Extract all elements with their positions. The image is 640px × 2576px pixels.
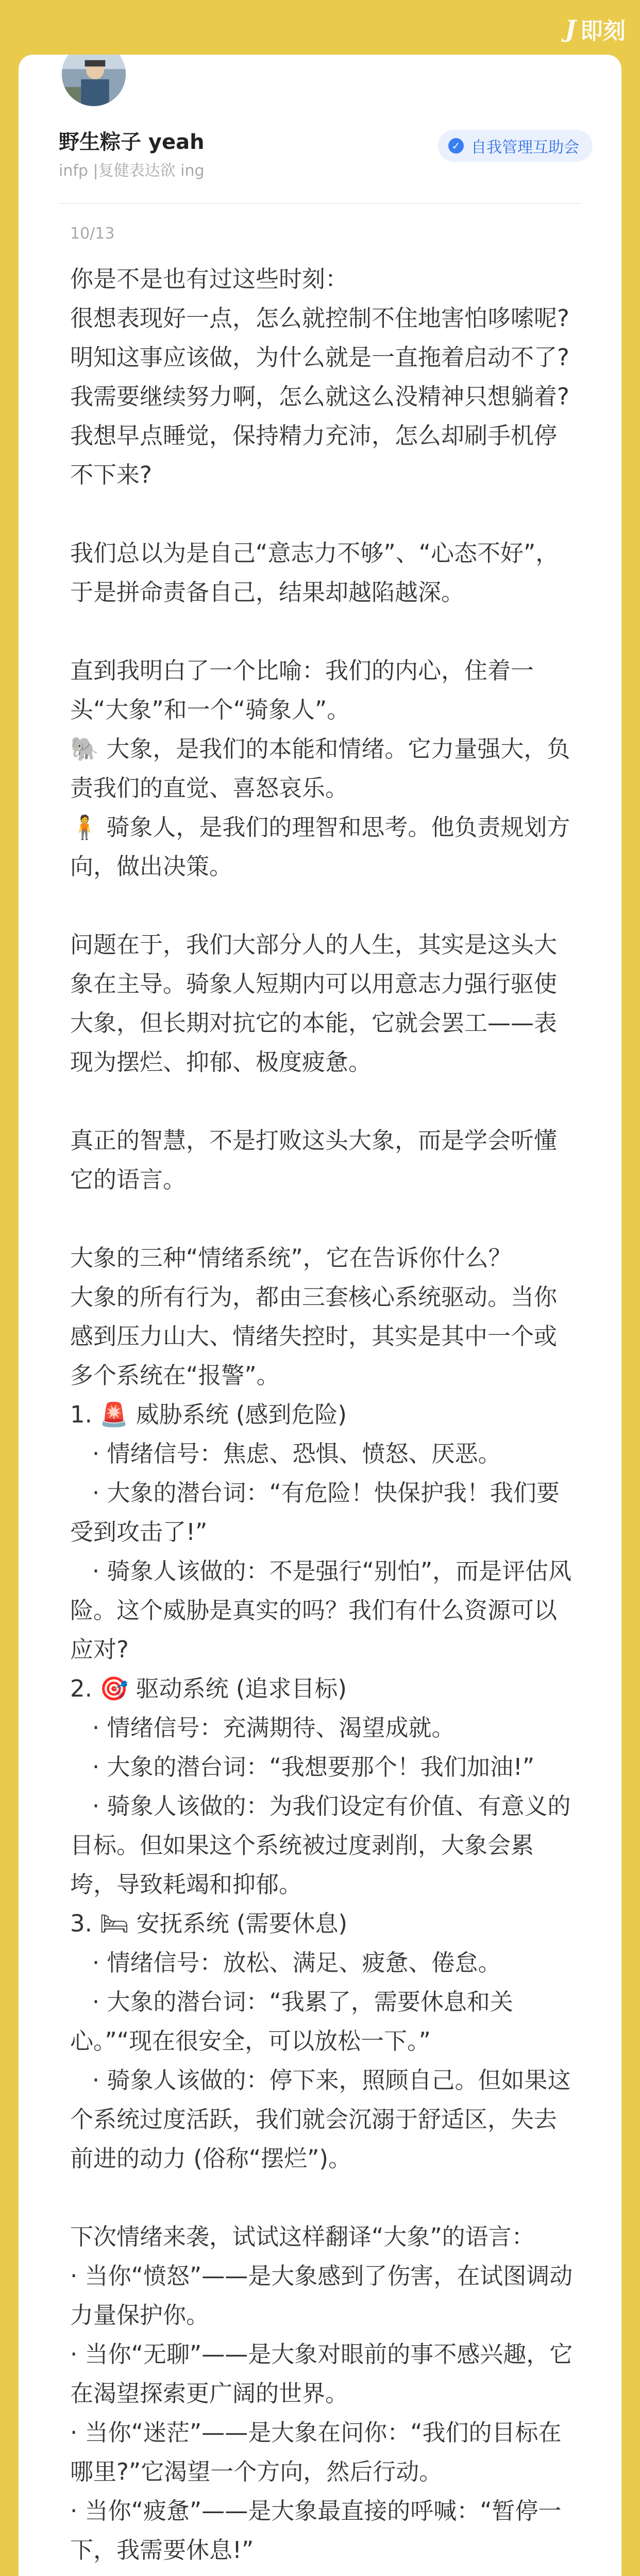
community-badge[interactable]: [438, 130, 593, 162]
community-name: 自我管理互助会: [471, 139, 579, 157]
header-divider: [59, 203, 581, 204]
brand-mark-icon: J: [565, 15, 576, 43]
brand-logo-top: [565, 14, 626, 43]
author-username[interactable]: 野生粽子 yeah: [59, 130, 205, 154]
community-badge-icon: ✓: [448, 138, 464, 154]
brand-name: 即刻: [580, 18, 626, 44]
avatar-image-icon: [62, 55, 126, 106]
avatar[interactable]: [59, 55, 129, 109]
post-content: 你是不是也有过这些时刻： 很想表现好一点，怎么就控制不住地害怕哆嗦呢? 明知这事应该做，为什么就是一直拖着启动不了? 我需要继续努力啊，怎么就这么没精神只想躺着? 我想早点睡觉，保持精力充沛，怎么却刷手机停不下来? 我们总以为是自己“意志力不够”、“心态不好”，于是拼命责备自己，结果却越陷越深。 直到我明白了一个比喻：我们的内心，住着一头“大象”和一个“骑象人”。 🐘 大象，是我们的本能和情绪。它力量强大，负责我们的直觉、喜怒哀乐。 🧍 骑象人，是我们的理智和思考。他负责规划方向，做出决策。 问题在于，我们大部分人的人生，其实是这头大象在主导。骑象人短期内可以用意志力强行驱使大象，但长期对抗它的本能，它就会罢工——表现为摆烂、抑郁、极度疲惫。 真正的智慧，不是打败这头大象，而是学会听懂它的语言。 大象的三种“情绪系统”，它在告诉你什么？ 大象的所有行为，都由三套核心系统驱动。当你感到压力山大、情绪失控时，其实是其中一个或多个系统在“报警”。 1. 🚨 威胁系统 (感到危险) · 情绪信号：焦虑、恐惧、愤怒、厌恶。 · 大象的潜台词：“有危险！快保护我！我们要受到攻击了!” · 骑象人该做的：不是强行“别怕”，而是评估风险。这个威胁是真实的吗？我们有什么资源可以应对? 2. 🎯 驱动系统 (追求目标) · 情绪信号：充满期待、渴望成就。 · 大象的潜台词：“我想要那个！我们加油!” · 骑象人该做的：为我们设定有价值、有意义的目标。但如果这个系统被过度剥削，大象会累垮，导致耗竭和抑郁。 3. 🛏 安抚系统 (需要休息) · 情绪信号：放松、满足、疲惫、倦怠。 · 大象的潜台词：“我累了，需要休息和关心。”“现在很安全，可以放松一下。” · 骑象人该做的：停下来，照顾自己。但如果这个系统过度活跃，我们就会沉溺于舒适区，失去前进的动力 (俗称“摆烂”)。 下次情绪来袭，试试这样翻译“大象”的语言： · 当你“愤怒”——是大象感到了伤害，在试图调动力量保护你。 · 当你“无聊”——是大象对眼前的事不感兴趣，它在渴望探索更广阔的世界。 · 当你“迷茫”——是大象在问你：“我们的目标在哪里?”它渴望一个方向，然后行动。 · 当你“疲惫”——是大象最直接的呼喊：“暂停一下，我需要休息!”: [70, 265, 573, 2564]
post-date: 10/13: [70, 225, 115, 243]
author-bio: infp |复健表达欲 ing: [59, 162, 205, 180]
post-card: [19, 55, 621, 2576]
